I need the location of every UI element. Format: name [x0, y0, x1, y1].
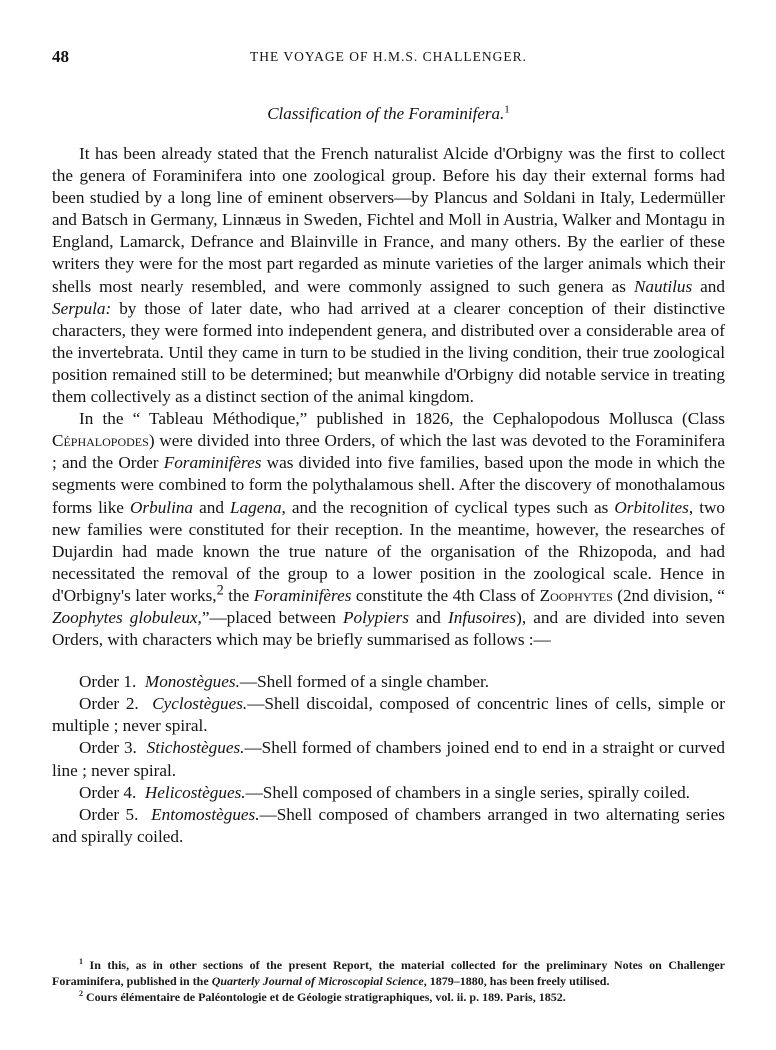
order-description: —Shell composed of chambers in a single series, spirally coiled.	[245, 782, 690, 802]
running-head	[52, 47, 725, 67]
genus-name: Orbulina	[130, 497, 194, 517]
class-name: Zoophytes	[539, 585, 613, 605]
paragraph-2	[52, 408, 725, 651]
order-label: Order 5.	[79, 804, 139, 824]
order-name: Cyclostègues.	[152, 694, 248, 714]
text-run: , two new families were constituted for their reception. In the meantime, however, the researches of Dujardin had made known the true nature of the organisation of the Rhizopoda, and had necessitated the removal of the group to a lower position in the zoological scale. Hence in d'Orbigny's later works,	[52, 497, 725, 605]
genus-name: Lagena	[229, 497, 282, 517]
footnote-2	[52, 989, 725, 1005]
order-item	[52, 782, 725, 804]
order-label: Order 4.	[79, 782, 137, 802]
text-run: ), and are divided into seven Orders, with characters which may be briefly summarised as follows :—	[52, 607, 725, 650]
text-run: In this, as in other sections of the present Report, the material collected for the preliminary Notes on Challenger Foraminifera, published in the	[52, 958, 725, 988]
text-run: and	[193, 497, 230, 517]
text-run: In the “ Tableau Méthodique,” published in 1826, the Cephalopodous Mollusca (Class	[79, 409, 725, 429]
text-run: and	[692, 276, 725, 296]
footnote-ref-2: 2	[216, 582, 224, 599]
text-run: was divided into five families, based upon the mode in which the segments were combined to form the polythalamous shell. After the discovery of monothalamous forms like	[52, 453, 726, 517]
body-text	[52, 143, 725, 848]
genus-name: Serpula:	[52, 298, 112, 318]
text-run: and	[408, 607, 448, 627]
group-name: Polypiers	[343, 607, 409, 627]
footnotes	[52, 957, 725, 1005]
page-number: 48	[52, 47, 69, 66]
genus-name: Nautilus	[633, 276, 693, 296]
order-description: —Shell discoidal, composed of concentric lines of cells, simple or multiple ; never spiral.	[52, 694, 726, 736]
orders-list	[52, 671, 725, 848]
text-run: , 1879–1880, has been freely utilised.	[423, 974, 610, 988]
text-run: ) were divided into three Orders, of which the last was devoted to the Foraminifera ; and the Order	[52, 431, 725, 473]
class-name: Céphalopodes	[52, 431, 149, 451]
running-title: THE VOYAGE OF H.M.S. CHALLENGER.	[249, 49, 527, 64]
section-title	[52, 104, 725, 124]
text-run: It has been already stated that the French naturalist Alcide d'Orbigny was the first to collect the genera of Foraminifera into one zoological group. Before his day their external forms had been studied by a long line of eminent observers—by Plancus and Soldani in Italy, Ledermüller and Batsch in Germany, Linnæus in Sweden, Fichtel and Moll in Austria, Walker and Montagu in England, Lamarck, Defrance and Blainville in France, and many others. By the earlier of these writers they were for the most part regarded as minute varieties of the larger animals which their shells most nearly resembled, and were commonly assigned to such genera as	[52, 144, 725, 296]
order-item	[52, 804, 725, 848]
order-name: Foraminifères	[163, 453, 262, 473]
order-label: Order 3.	[79, 738, 137, 758]
order-item	[52, 693, 725, 737]
footnote-marker: 1	[79, 957, 83, 966]
division-name: Zoophytes globuleux,	[52, 607, 202, 627]
order-name: Helicostègues.	[144, 782, 246, 802]
journal-title: Quarterly Journal of Microscopial Science	[211, 974, 424, 988]
order-label: Order 2.	[79, 694, 139, 714]
genus-name: Orbitolites	[614, 497, 689, 517]
group-name: Infusoires	[448, 607, 517, 627]
order-name: Stichostègues.	[146, 738, 245, 758]
paragraph-1	[52, 143, 725, 408]
order-description: —Shell formed of a single chamber.	[239, 672, 490, 692]
text-run: constitute the 4th Class of	[351, 585, 540, 605]
order-name: Foraminifères	[253, 585, 352, 605]
order-name: Entomostègues.	[151, 804, 260, 824]
order-name: Monostègues.	[144, 672, 240, 692]
text-run: (2nd division, “	[612, 585, 726, 605]
footnote-ref-1: 1	[504, 103, 510, 116]
footnote-marker: 2	[79, 989, 83, 998]
text-run: by those of later date, who had arrived at a clearer conception of their distinctive characters, they were formed into independent genera, and distributed over a considerable area of the invertebrata. Until they came in turn to be studied in the living condition, their true zoological position remained still to be determined; but meanwhile d'Orbigny did notable service in treating them collectively as a distinct section of the animal kingdom.	[52, 298, 725, 407]
footnote-1	[52, 957, 725, 989]
text-run: Cours élémentaire de Paléontologie et de Géologie stratigraphiques, vol. ii. p. 189. Paris, 1852.	[83, 990, 566, 1004]
text-run: ”—placed between	[201, 607, 344, 627]
text-run: the	[223, 585, 254, 605]
order-item	[52, 671, 725, 693]
order-description: —Shell composed of chambers arranged in two alternating series and spirally coiled.	[52, 804, 725, 846]
order-label: Order 1.	[79, 672, 137, 692]
section-title-text: Classification of the Foraminifera.	[267, 104, 505, 123]
order-description: —Shell formed of chambers joined end to end in a straight or curved line ; never spiral.	[52, 738, 725, 780]
order-item	[52, 737, 725, 781]
text-run: , and the recognition of cyclical types such as	[281, 497, 615, 517]
